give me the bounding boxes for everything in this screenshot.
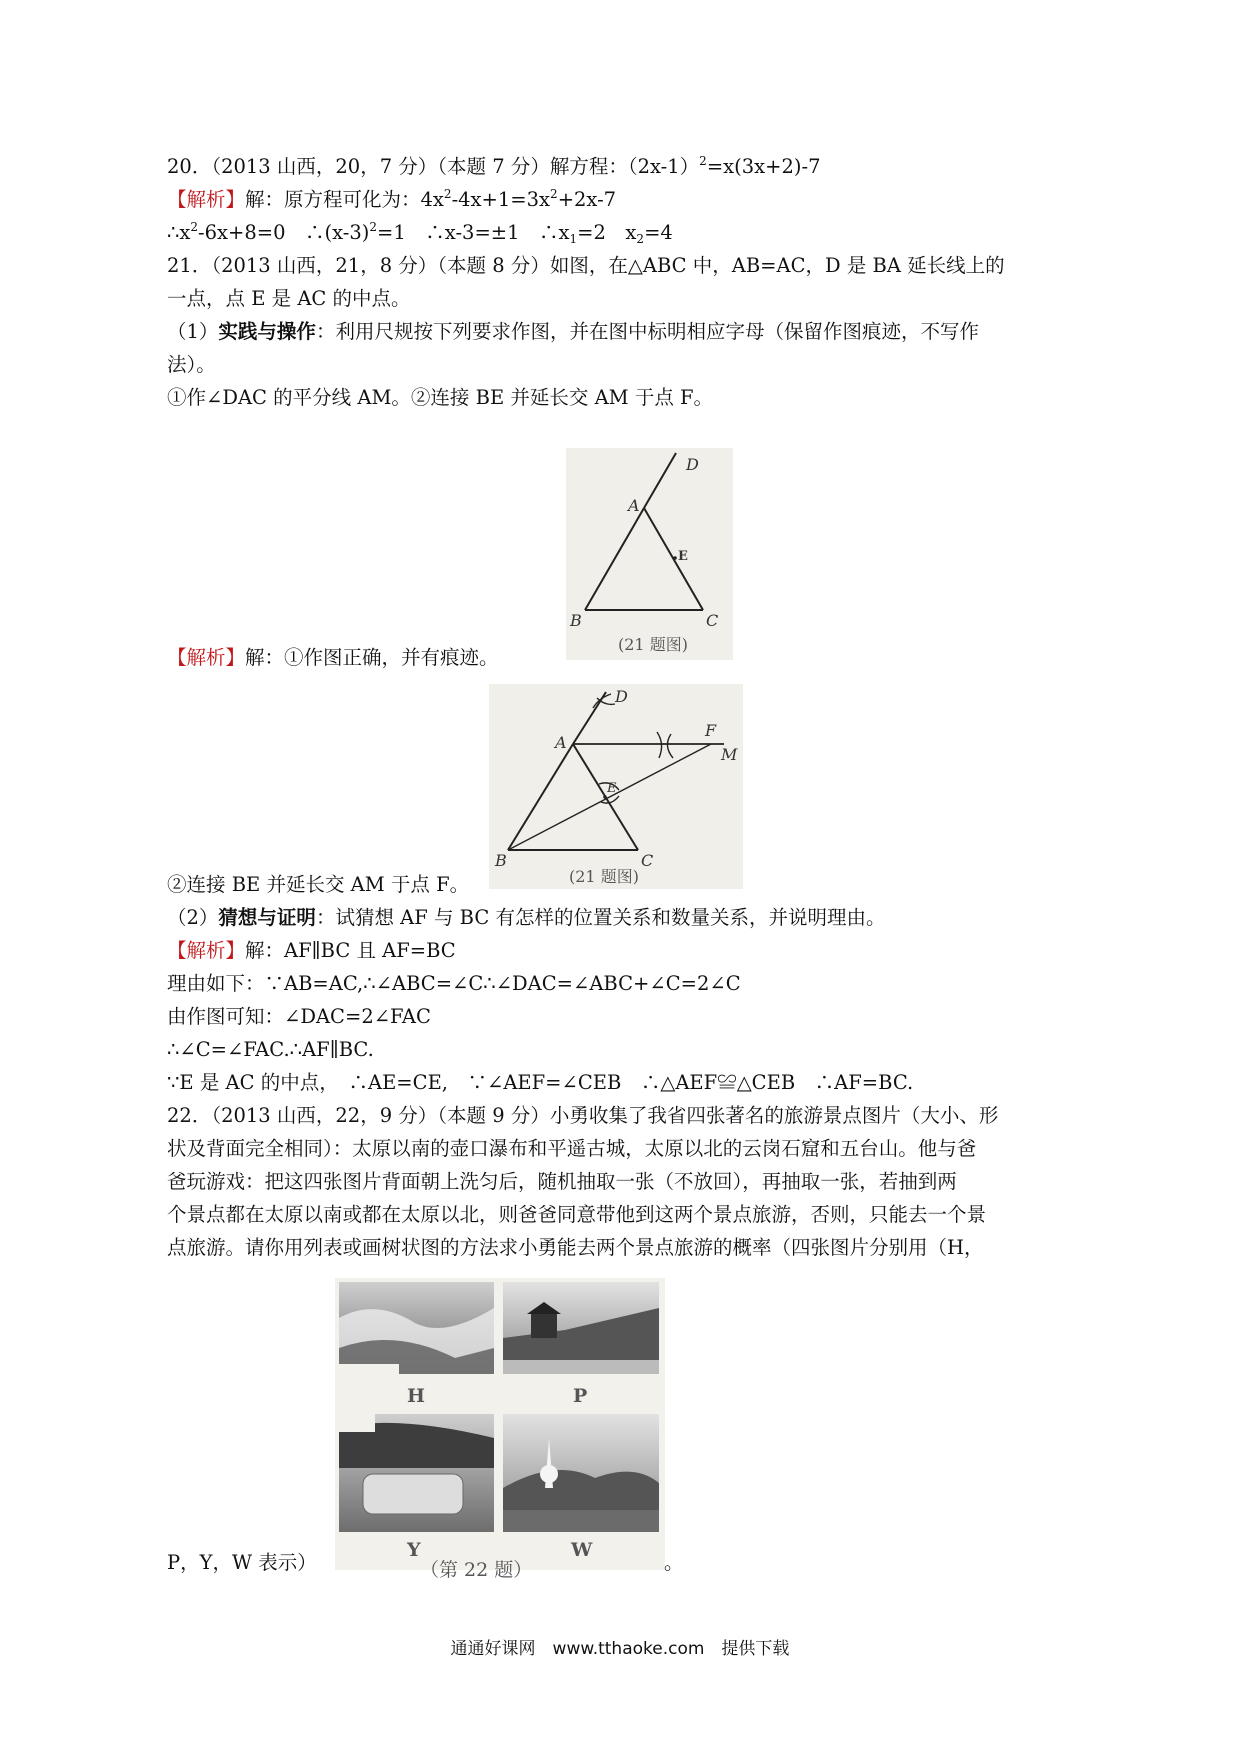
q21-line1: 21．（2013 山西，21，8 分）（本题 8 分）如图，在△ABC 中，AB=AC，D 是 BA 延长线上的: [167, 254, 1005, 277]
photo-y: [339, 1414, 494, 1532]
q20-steps: $\therefore x^2-6x+8=0$ $\therefore(x-3)^2=1$ ∴x-3=±1 $\therefore x_1=2$ $x_2=4$: [167, 220, 673, 246]
photo-label-p: P: [573, 1385, 588, 1407]
q21-reason-2: 由作图可知：∠DAC=2∠FAC: [167, 1005, 431, 1028]
q22-figure-caption: （第 22 题）: [420, 1559, 533, 1581]
svg-text:M: M: [721, 745, 738, 764]
svg-text:D: D: [615, 687, 628, 706]
svg-text:C: C: [641, 851, 654, 870]
page-footer: 通通好课网 www.tthaoke.com 提供下载: [450, 1639, 790, 1659]
q21-reason-1: 理由如下：∵AB=AC,∴∠ABC=∠C∴∠DAC=∠ABC+∠C=2∠C: [167, 972, 741, 995]
q21-part2: （2）猜想与证明：试猜想 AF 与 BC 有怎样的位置关系和数量关系，并说明理由。: [167, 906, 886, 929]
svg-text:B: B: [495, 851, 507, 870]
svg-text:E: E: [607, 781, 617, 796]
q22-line5: 点旅游。请你用列表或画树状图的方法求小勇能去两个景点旅游的概率（四张图片分别用（H，: [167, 1236, 984, 1259]
q20-title: 20．（2013 山西，20，7 分）（本题 7 分）解方程：$(2x-1)^2=x(3x+2)-7$: [167, 154, 821, 178]
fig1-caption: (21 题图): [618, 635, 688, 654]
q21-part1-cont: 法）。: [167, 353, 216, 376]
triangle-figure-2: [489, 684, 743, 889]
photo-p: [503, 1282, 659, 1374]
photo-label-y: Y: [407, 1539, 421, 1561]
photo-h: [339, 1282, 494, 1390]
photo-w: [503, 1414, 659, 1532]
q21-solution1: 【解析】解：①作图正确，并有痕迹。: [167, 646, 499, 669]
svg-text:F: F: [705, 721, 717, 740]
svg-text:B: B: [570, 611, 582, 630]
svg-text:E: E: [678, 549, 688, 564]
fig2-caption: (21 题图): [569, 867, 639, 886]
solution-tag: 【解析】: [167, 939, 246, 962]
svg-text:A: A: [555, 733, 567, 752]
q21-part1: （1）实践与操作：利用尺规按下列要求作图，并在图中标明相应字母（保留作图痕迹，不写作: [167, 320, 979, 343]
solution-tag: 【解析】: [167, 646, 246, 669]
q22-line6: P，Y，W 表示）: [167, 1551, 317, 1574]
q22-line6-end: 。: [664, 1551, 684, 1574]
photo-label-w: W: [571, 1539, 593, 1561]
q20-solution: 【解析】解：原方程可化为：$4x^2-4x+1=3x^2+2x-7$: [167, 187, 617, 211]
q21-solution2: 【解析】解：AF∥BC 且 AF=BC: [167, 939, 456, 962]
q21-reason-4: ∵E 是 AC 的中点， ∴AE=CE, ∵∠AEF=∠CEB ∴△AEF≌△CEB ∴AF=BC.: [167, 1071, 914, 1094]
q21-line2: 一点，点 E 是 AC 的中点。: [167, 287, 411, 310]
q22-line3: 爸玩游戏：把这四张图片背面朝上洗匀后，随机抽取一张（不放回），再抽取一张，若抽到两: [167, 1170, 957, 1193]
q22-line2: 状及背面完全相同）：太原以南的壶口瀑布和平遥古城，太原以北的云岗石窟和五台山。他与爸: [167, 1137, 977, 1160]
photo-label-h: H: [407, 1385, 425, 1407]
triangle-figure-1: [566, 448, 733, 660]
solution-tag: 【解析】: [167, 188, 246, 211]
svg-text:D: D: [686, 455, 699, 474]
q22-line1: 22．（2013 山西，22，9 分）（本题 9 分）小勇收集了我省四张著名的旅游景点图片（大小、形: [167, 1104, 999, 1127]
q21-reason-3: ∴∠C=∠FAC.∴AF∥BC.: [167, 1038, 374, 1061]
scenic-photos-figure: [335, 1278, 665, 1570]
svg-text:A: A: [628, 496, 640, 515]
q21-solution1-step2: ②连接 BE 并延长交 AM 于点 F。: [167, 873, 470, 896]
q21-task: ①作∠DAC 的平分线 AM。②连接 BE 并延长交 AM 于点 F。: [167, 386, 714, 409]
svg-text:C: C: [706, 611, 719, 630]
q22-line4: 个景点都在太原以南或都在太原以北，则爸爸同意带他到这两个景点旅游，否则，只能去一个景: [167, 1203, 987, 1226]
